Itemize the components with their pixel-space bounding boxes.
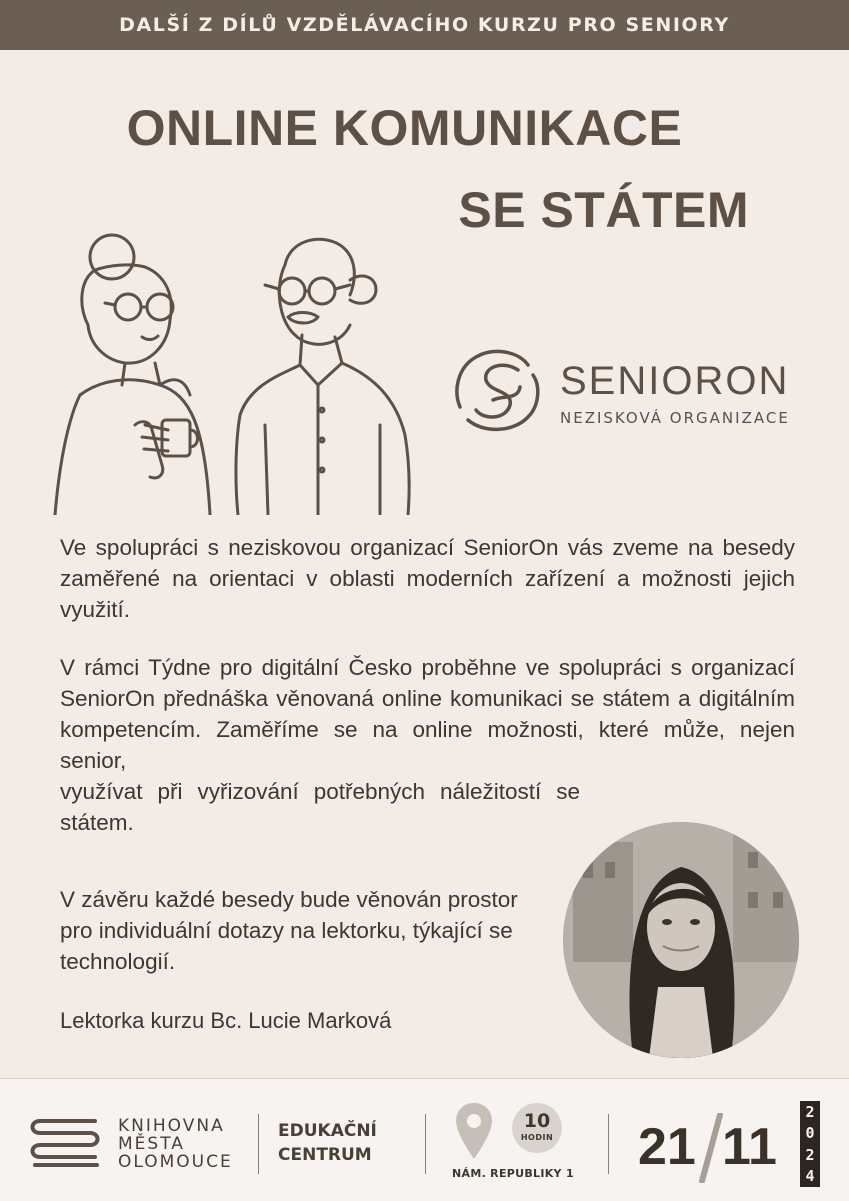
senioron-logo <box>448 345 808 435</box>
lecturer-name: Lektorka kurzu Bc. Lucie Marková <box>60 1008 392 1033</box>
footer-divider <box>258 1114 259 1174</box>
logo-name: SENIORON <box>560 359 790 403</box>
year-digit: 0 <box>805 1124 815 1143</box>
footer <box>0 1078 849 1201</box>
top-banner <box>0 0 849 50</box>
lecturer-portrait <box>563 822 799 1058</box>
edu-line-2: CENTRUM <box>278 1145 372 1165</box>
paragraph-lecture <box>60 652 795 838</box>
library-line-2: MĚSTA <box>118 1134 185 1154</box>
date-month: 11 <box>722 1118 777 1176</box>
footer-divider <box>608 1114 609 1174</box>
logo-subtitle: NEZISKOVÁ ORGANIZACE <box>560 409 790 427</box>
library-logo-icon <box>25 1115 105 1171</box>
year-digit: 4 <box>805 1167 815 1186</box>
paragraph-lecture-main: V rámci Týdne pro digitální Česko proběhne ve spolupráci s organizací SeniorOn přednáška věnovaná online komunikaci se státem a digitálním kompetencím. Zaměříme se na online možnosti, které může, nejen senior, <box>60 655 795 773</box>
senioron-logo-icon <box>448 345 548 435</box>
title-line-1: ONLINE KOMUNIKACE <box>126 100 683 156</box>
date-slash <box>698 1113 724 1183</box>
year-digit: 2 <box>805 1102 815 1121</box>
footer-divider <box>425 1114 426 1174</box>
paragraph-invitation: Ve spolupráci s neziskovou organizací SeniorOn vás zveme na besedy zaměřené na orientaci v oblasti moderních zařízení a možnosti jejich využití. <box>60 535 795 622</box>
title-line-2: SE STÁTEM <box>458 182 749 238</box>
time-badge <box>512 1103 562 1153</box>
paragraph-questions: V závěru každé besedy bude věnován prostor pro individuální dotazy na lektorku, týkající se technologií. <box>60 887 518 974</box>
edu-line-1: EDUKAČNÍ <box>278 1121 377 1141</box>
lecturer-photo <box>563 822 799 1058</box>
edu-center <box>278 1119 377 1167</box>
library-line-3: OLOMOUCE <box>118 1152 233 1172</box>
library-name <box>118 1117 233 1171</box>
banner-text: DALŠÍ Z DÍLŮ VZDĚLÁVACÍHO KURZU PRO SENIORY <box>119 14 730 36</box>
year-digit: 2 <box>805 1145 815 1164</box>
library-line-1: KNIHOVNA <box>118 1116 225 1136</box>
date-day: 21 <box>638 1118 696 1176</box>
location-pin-icon <box>454 1101 494 1161</box>
paragraph-lecture-tail: využívat při vyřizování potřebných náležitostí se státem. <box>60 779 580 835</box>
address: NÁM. REPUBLIKY 1 <box>452 1167 574 1180</box>
time-unit: HODIN <box>520 1133 554 1142</box>
year-strip <box>800 1101 820 1187</box>
time-number: 10 <box>523 1110 551 1132</box>
seniors-illustration <box>50 225 430 515</box>
